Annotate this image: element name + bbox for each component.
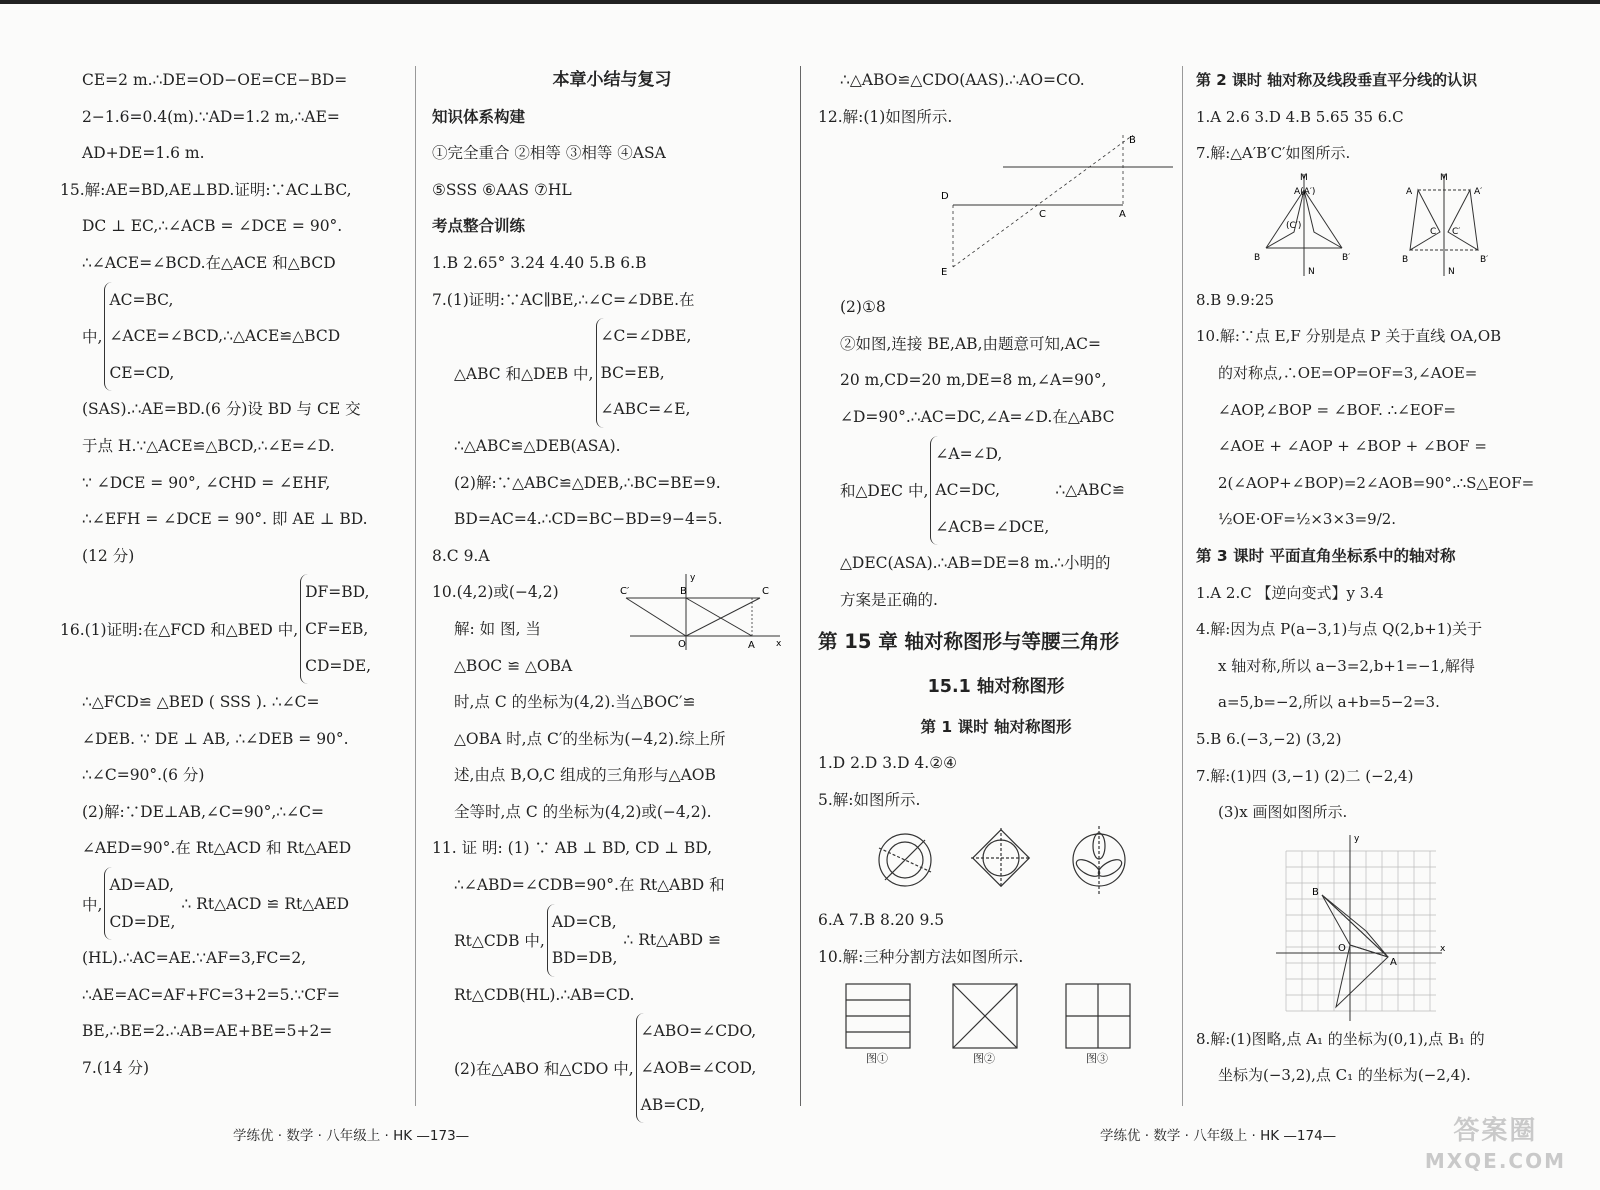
subheading: 知识体系构建 [432,107,526,126]
svg-text:B: B [1129,135,1136,147]
text-line: AC=DC, [935,481,1001,500]
section-title: 15.1 轴对称图形 [927,676,1065,697]
column-2 [432,62,792,1123]
subheading: 考点整合训练 [432,217,526,236]
text-line: BC=EB, [600,363,665,382]
text-line: CE=CD, [109,363,175,382]
svg-text:B: B [680,586,687,598]
question-7: 7.解:(1)四 (3,−1) (2)二 (−2,4) [1196,766,1414,785]
text-line: (SAS).∴AE=BD.(6 分)设 BD 与 CE 交 [82,400,361,419]
coordinate-grid-figure [1276,831,1456,1021]
figure-caption: 图② [973,1051,995,1065]
text-line: 方案是正确的. [840,590,938,609]
svg-text:E: E [941,267,948,279]
figure-caption: 图③ [1086,1051,1108,1065]
svg-text:B: B [1254,252,1261,263]
text-line: CD=DE, [305,656,372,675]
question-7: 7.(1)证明:∵AC∥BE,∴∠C=∠DBE.在 [432,290,695,309]
text-line: Rt△CDB 中, [454,932,545,951]
svg-text:A′: A′ [1474,186,1483,197]
question-10-block [432,574,792,830]
text-line: ∴AE=AC=AF+FC=3+2=5.∵CF= [82,985,340,1004]
text-line: △BOC ≌ △OBA [454,656,573,675]
text-line: ∠DEB. ∵ DE ⊥ AB, ∴∠DEB = 90°. [82,729,349,748]
brace-group [60,574,412,684]
text-line: x 轴对称,所以 a−3=2,b+1=−1,解得 [1218,656,1475,675]
text-line: DF=BD, [305,583,370,602]
text-line: ∠ABC=∠E, [600,400,691,419]
text-line: ∠AOP,∠BOP = ∠BOF. ∴∠EOF= [1218,400,1456,419]
text-line: △OBA 时,点 C′的坐标为(−4,2).综上所 [454,729,726,748]
text-line: △ABC 和△DEB 中, [454,365,594,384]
text-line: ∠AED=90°.在 Rt△ACD 和 Rt△AED [82,839,352,858]
text-line: ⑤SSS ⑥AAS ⑦HL [432,180,572,199]
brace-lines [300,574,371,684]
text-line: Rt△CDB(HL).∴AB=CD. [454,985,635,1004]
text-line: ∠ACB=∠DCE, [935,517,1050,536]
question-8: 8.解:(1)图略,点 A₁ 的坐标为(0,1),点 B₁ 的 [1196,1029,1485,1048]
svg-text:y: y [690,573,696,584]
lesson-title: 第 2 课时 轴对称及线段垂直平分线的认识 [1196,71,1478,89]
text-line: 2−1.6=0.4(m).∵AD=1.2 m,∴AE= [82,107,340,126]
text-line: BE,∴BE=2.∴AB=AE+BE=5+2= [82,1022,333,1041]
top-border [0,0,1600,4]
text-line: CD=DE, [109,912,176,931]
question-10: 10.解:∵点 E,F 分别是点 P 关于直线 OA,OB [1196,327,1502,346]
text-line: ∠AOB=∠COD, [640,1059,757,1078]
text-line: BD=AC=4.∴CD=BC−BD=9−4=5. [454,510,723,529]
reflection-figures [1246,172,1546,282]
svg-text:A: A [1406,186,1413,197]
watermark-text: 答案圈 [1453,1116,1538,1146]
brace-group [432,904,792,977]
svg-text:C: C [1430,226,1437,237]
text-line: 7.(14 分) [82,1059,150,1078]
svg-text:x: x [1440,943,1446,954]
column-4 [1196,62,1592,1094]
division-figures [818,976,1174,1068]
answers-line: 1.D 2.D 3.D 4.②④ [818,754,958,773]
text-line: ②如图,连接 BE,AB,由题意可知,AC= [840,334,1101,353]
text-line: 解: 如 图, 当 [454,619,541,638]
text-line: (12 分) [82,546,135,565]
svg-text:B′: B′ [1480,254,1489,265]
text-line: ∴∠C=90°.(6 分) [82,766,205,785]
text-line: AB=CD, [640,1095,705,1114]
svg-text:B′: B′ [1342,252,1351,263]
text-line: ∠ABO=∠CDO, [640,1022,757,1041]
brace-lines [547,904,618,977]
text-line: 全等时,点 C 的坐标为(4,2)或(−4,2). [454,802,712,821]
lesson-title: 第 3 课时 平面直角坐标系中的轴对称 [1196,546,1456,565]
svg-text:N: N [1448,266,1455,277]
text-line: (2)解:∵△ABC≌△DEB,∴BC=BE=9. [454,473,721,492]
answers-line: 1.A 2.C 【逆向变式】y 3.4 [1196,583,1384,602]
brace-lines [104,282,340,392]
text-line: CF=EB, [305,619,369,638]
text-line: 的对称点,∴OE=OP=OF=3,∠AOE= [1218,363,1478,382]
svg-text:C′: C′ [1452,226,1461,237]
text-line: ∠C=∠DBE, [600,327,692,346]
chapter-summary-title: 本章小结与复习 [552,70,672,90]
symmetry-figures [863,818,1163,902]
answers-line: 8.B 9.9:25 [1196,290,1275,309]
svg-text:A(A′): A(A′) [1294,186,1316,197]
text-line: ∵ ∠DCE = 90°, ∠CHD = ∠EHF, [82,473,331,492]
text-line: AC=BC, [109,290,174,309]
svg-text:B: B [1402,254,1409,265]
answers-line: 8.C 9.A [432,546,490,565]
svg-text:C′: C′ [620,586,630,598]
question-11: 11. 证 明: (1) ∵ AB ⊥ BD, CD ⊥ BD, [432,839,713,858]
text-line: AD=CB, [551,912,617,931]
column-1 [60,62,412,1087]
text-line: AD=AD, [109,876,175,895]
text-line: (2)解:∵DE⊥AB,∠C=90°,∴∠C= [82,802,324,821]
brace-lines [636,1013,757,1123]
text-line: ∴△FCD≌ △BED ( SSS ). ∴∠C= [82,693,320,712]
text-line: ∴△ABO≌△CDO(AAS).∴AO=CO. [840,71,1085,89]
column-divider [800,66,801,1106]
text-line: ∴△ABC≌△DEB(ASA). [454,436,621,455]
text-line: (2)①8 [840,298,886,317]
svg-text:M: M [1440,172,1448,183]
svg-text:A: A [1119,209,1126,221]
question-10: 10.解:三种分割方法如图所示. [818,947,1024,966]
text-line: 坐标为(−3,2),点 C₁ 的坐标为(−2,4). [1218,1066,1471,1085]
svg-text:O: O [678,639,686,651]
text-line: AD+DE=1.6 m. [82,144,205,163]
text-line: ∠D=90°.∴AC=DC,∠A=∠D.在△ABC [840,407,1115,426]
svg-text:O: O [1338,942,1346,954]
text-line: BD=DB, [551,949,618,968]
answers-line: 5.B 6.(−3,−2) (3,2) [1196,729,1342,748]
column-3 [818,62,1174,1068]
page-footer-left: 学练优 · 数学 · 八年级上 · HK —173— [233,1128,470,1144]
text-line: 中, [82,328,103,347]
question-5: 5.解:如图所示. [818,790,921,809]
text-line: 和△DEC 中, [840,482,929,501]
text-line: (HL).∴AC=AE.∵AF=3,FC=2, [82,949,307,968]
brace-group [432,318,792,428]
figure-caption: 图① [866,1051,888,1065]
brace-lines [104,867,175,940]
answers-line: 6.A 7.B 8.20 9.5 [818,911,945,930]
svg-text:A: A [1390,956,1397,968]
svg-text:y: y [1354,833,1360,844]
question-4: 4.解:因为点 P(a−3,1)与点 Q(2,b+1)关于 [1196,620,1483,639]
text-line: CE=2 m.∴DE=OD−OE=CE−BD= [82,71,348,89]
text-line: 2(∠AOP+∠BOP)=2∠AOB=90°.∴S△EOF= [1218,473,1535,492]
question-12: 12.解:(1)如图所示. [818,107,953,126]
text-line: (3)x 画图如图所示. [1218,803,1348,822]
river-measurement-figure [873,135,1173,289]
brace-group [60,867,412,940]
brace-group [432,1013,792,1123]
coordinate-triangle-figure [620,570,786,652]
text-line: ∴△ABC≌ [1055,481,1125,500]
text-line: ∠AOE + ∠AOP + ∠BOP + ∠BOF = [1218,437,1487,456]
answers-line: 1.A 2.6 3.D 4.B 5.65 35 6.C [1196,107,1404,126]
text-line: ∴∠EFH = ∠DCE = 90°. 即 AE ⊥ BD. [82,510,368,529]
text-line: DC ⊥ EC,∴∠ACB = ∠DCE = 90°. [82,217,343,236]
text-line: 述,由点 B,O,C 组成的三角形与△AOB [454,766,716,785]
answers-line: 1.B 2.65° 3.24 4.40 5.B 6.B [432,253,647,272]
question-7: 7.解:△A′B′C′如图所示. [1196,144,1351,163]
watermark-logo [1425,1116,1566,1176]
text-line: ½OE·OF=½×3×3=9/2. [1218,510,1397,529]
question-16: 16.(1)证明:在△FCD 和△BED 中, [60,621,299,640]
svg-text:M: M [1300,172,1308,183]
text-line: 时,点 C 的坐标为(4,2).当△BOC′≌ [454,693,696,712]
svg-text:x: x [776,639,782,650]
page-footer-right: 学练优 · 数学 · 八年级上 · HK —174— [1100,1128,1337,1144]
brace-lines [596,318,692,428]
column-divider [415,66,416,1106]
text-line: ①完全重合 ②相等 ③相等 ④ASA [432,144,666,163]
question-10: 10.(4,2)或(−4,2) [432,583,559,602]
svg-text:B: B [1312,886,1319,898]
watermark-url: MXQE.COM [1424,1149,1566,1173]
svg-text:C: C [762,586,769,598]
text-line: ∴ Rt△ACD ≌ Rt△AED [181,894,350,913]
column-divider [1182,66,1183,1106]
text-line: (2)在△ABO 和△CDO 中, [454,1060,634,1079]
text-line: ∴∠ACE=∠BCD.在△ACE 和△BCD [82,253,336,272]
text-line: ∠A=∠D, [935,444,1003,463]
brace-group [818,436,1174,546]
lesson-title: 第 1 课时 轴对称图形 [920,717,1072,736]
text-line: 中, [82,895,103,914]
chapter-title: 第 15 章 轴对称图形与等腰三角形 [818,629,1120,653]
text-line: ∠ACE=∠BCD,∴△ACE≌△BCD [109,327,341,346]
text-line: △DEC(ASA).∴AB=DE=8 m.∴小明的 [840,554,1111,573]
text-line: ∴∠ABD=∠CDB=90°.在 Rt△ABD 和 [454,876,725,895]
text-line: a=5,b=−2,所以 a+b=5−2=3. [1218,693,1440,712]
text-line: 于点 H.∵△ACE≌△BCD,∴∠E=∠D. [82,436,335,455]
brace-lines [930,436,1049,546]
text-line: 20 m,CD=20 m,DE=8 m,∠A=90°, [840,371,1107,390]
brace-group [60,282,412,392]
svg-text:A: A [748,640,755,652]
svg-text:N: N [1308,266,1315,277]
svg-text:D: D [941,191,949,203]
text-line: ∴ Rt△ABD ≌ [623,931,721,950]
question-15: 15.解:AE=BD,AE⊥BD.证明:∵AC⊥BC, [60,180,352,199]
svg-text:(C′): (C′) [1286,220,1302,231]
svg-text:C: C [1039,209,1046,221]
